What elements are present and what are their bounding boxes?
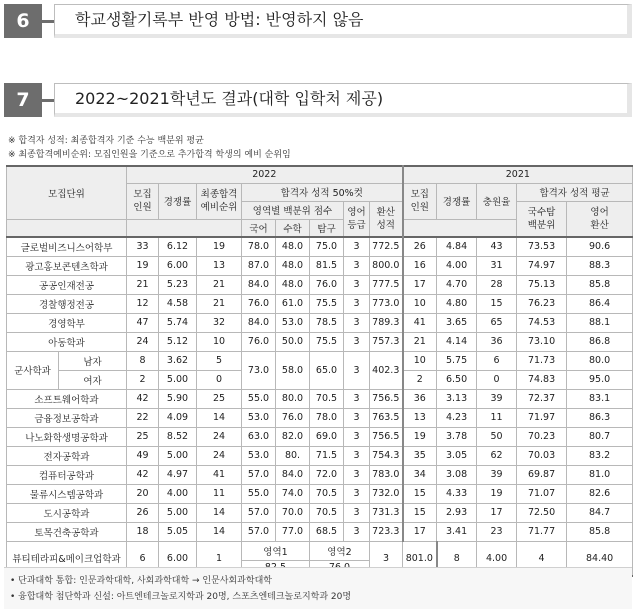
- cell-conv: 763.5: [370, 408, 403, 427]
- cell-area1-label: 영역1: [242, 541, 310, 560]
- note-line: ※ 합격자 성적: 최종합격자 기준 수능 백분위 평균: [8, 136, 204, 146]
- cell-kme21: 72.50: [517, 503, 567, 522]
- cell-explore: 68.5: [310, 522, 344, 541]
- cell-wait: 24: [197, 427, 242, 446]
- cell-kor: 76.0: [242, 332, 276, 351]
- cell-conv: 772.5: [370, 237, 403, 256]
- cell-ratio: 4.97: [159, 465, 197, 484]
- cell-ratio: 5.12: [159, 332, 197, 351]
- cell-wait: 13: [197, 256, 242, 275]
- cell-explore: 76.0: [310, 275, 344, 294]
- cell-fill21: 23: [477, 522, 517, 541]
- cell-eng21: 84.7: [567, 503, 633, 522]
- header-kor: 국어: [242, 219, 276, 237]
- connector-line: [42, 99, 54, 102]
- cell-eng: 3: [344, 484, 370, 503]
- cell-kor: 57.0: [242, 522, 276, 541]
- cell-cap21: 17: [403, 522, 437, 541]
- cell-eng: 3: [344, 446, 370, 465]
- cell-cap: 49: [127, 446, 159, 465]
- section-title: 2022~2021학년도 결과(대학 입학처 제공): [75, 89, 384, 108]
- cell-eng21: 88.1: [567, 313, 633, 332]
- cell-ratio: 6.00: [159, 541, 197, 576]
- cell-kor: 78.0: [242, 237, 276, 256]
- header-dept: 모집단위: [7, 166, 127, 219]
- header-capacity: 모집 인원: [127, 183, 159, 219]
- cell-math: 48.0: [276, 256, 310, 275]
- cell-ratio: 5.00: [159, 370, 197, 389]
- section-title-box: [54, 83, 632, 117]
- cell-cap21: 26: [403, 237, 437, 256]
- cell-math: 84.0: [276, 465, 310, 484]
- cell-ratio: 5.00: [159, 503, 197, 522]
- cell-ratio: 4.09: [159, 408, 197, 427]
- cell-conv: 783.0: [370, 465, 403, 484]
- cell-ratio21: 3.13: [437, 389, 477, 408]
- header-spacer: [127, 219, 242, 237]
- section-title: 학교생활기록부 반영 방법: 반영하지 않음: [75, 10, 364, 29]
- cell-eng21: 85.8: [567, 275, 633, 294]
- table-row: [7, 275, 633, 294]
- table-row: [7, 484, 633, 503]
- cell-kme21: 84.40: [567, 541, 633, 576]
- cell-eng: 3: [344, 332, 370, 351]
- table-row: [7, 522, 633, 541]
- cell-cap: 18: [127, 522, 159, 541]
- cell-kme21: 73.53: [517, 237, 567, 256]
- cell-wait: 5: [197, 351, 242, 370]
- cell-cap21: 15: [403, 484, 437, 503]
- cell-fill21: 62: [477, 446, 517, 465]
- cell-wait: 11: [197, 484, 242, 503]
- table-row: [7, 427, 633, 446]
- header-capacity-2021: 모집 인원: [403, 183, 437, 219]
- cell-eng21: 90.6: [567, 237, 633, 256]
- cell-cap21: 19: [403, 427, 437, 446]
- section-7-header: [4, 83, 632, 117]
- cell-eng21: 88.3: [567, 256, 633, 275]
- cell-dept: 컴퓨터공학과: [7, 465, 127, 484]
- cell-eng21: 83.1: [567, 389, 633, 408]
- cell-eng: 3: [344, 294, 370, 313]
- cell-kme21: 69.87: [517, 465, 567, 484]
- cell-wait: 14: [197, 522, 242, 541]
- cell-wait: 10: [197, 332, 242, 351]
- cell-eng: 3: [344, 351, 370, 389]
- table-row: [7, 465, 633, 484]
- cell-conv: 777.5: [370, 275, 403, 294]
- military-female-label: 여자: [59, 370, 127, 389]
- cell-wait: 19: [197, 237, 242, 256]
- table-row: [7, 446, 633, 465]
- table-row: [7, 256, 633, 275]
- cell-eng21: 95.0: [567, 370, 633, 389]
- cell-eng: 3: [370, 541, 403, 576]
- military-male-label: 남자: [59, 351, 127, 370]
- cell-math: 80.: [276, 446, 310, 465]
- cell-ratio21: 3.41: [437, 522, 477, 541]
- cell-cap: 2: [127, 370, 159, 389]
- cell-explore: 78.0: [310, 408, 344, 427]
- cell-cap21: 16: [403, 256, 437, 275]
- cell-cap21: 17: [403, 275, 437, 294]
- cell-eng: 3: [344, 503, 370, 522]
- cell-cap21: 34: [403, 465, 437, 484]
- header-ratio-2021: 경쟁률: [437, 183, 477, 219]
- cell-kme21: 73.10: [517, 332, 567, 351]
- cell-kor: 76.0: [242, 294, 276, 313]
- cell-kor: 73.0: [242, 351, 276, 389]
- cell-dept: 공공인재전공: [7, 275, 127, 294]
- cell-wait: 32: [197, 313, 242, 332]
- cell-math: 80.0: [276, 389, 310, 408]
- footnote: • 융합대학 첨단학과 신설: 아트엔테크놀로지학과 20명, 스포츠엔테크놀로지학과 20명: [10, 592, 352, 602]
- cell-kme21: 70.23: [517, 427, 567, 446]
- cell-math: 50.0: [276, 332, 310, 351]
- cell-fill21: 31: [477, 256, 517, 275]
- cell-cap21: 15: [403, 503, 437, 522]
- cell-fill21: 50: [477, 427, 517, 446]
- cell-ratio: 3.62: [159, 351, 197, 370]
- cell-kme21: 71.77: [517, 522, 567, 541]
- cell-conv: 402.3: [370, 351, 403, 389]
- cell-dept: 물류시스템공학과: [7, 484, 127, 503]
- cell-conv: 801.0: [403, 541, 437, 576]
- cell-fill21: 65: [477, 313, 517, 332]
- cell-ratio21: 3.08: [437, 465, 477, 484]
- table-row: [7, 294, 633, 313]
- header-waitlist: 최종합격 예비순위: [197, 183, 242, 219]
- cell-eng21: 86.3: [567, 408, 633, 427]
- cell-cap: 19: [127, 256, 159, 275]
- cell-cap: 20: [127, 484, 159, 503]
- cell-explore: 75.5: [310, 294, 344, 313]
- cell-cap21: 35: [403, 446, 437, 465]
- cell-kor: 55.0: [242, 484, 276, 503]
- cell-ratio21: 5.75: [437, 351, 477, 370]
- cell-dept: 경영학부: [7, 313, 127, 332]
- section-6-header: [4, 4, 632, 38]
- cell-conv: 723.3: [370, 522, 403, 541]
- cell-kor: 53.0: [242, 446, 276, 465]
- cell-ratio21: 4.84: [437, 237, 477, 256]
- cell-dept: 광고홍보콘텐츠학과: [7, 256, 127, 275]
- cell-area2-label: 영역2: [310, 541, 370, 560]
- cell-eng21: 86.4: [567, 294, 633, 313]
- cell-eng: 3: [344, 465, 370, 484]
- cell-math: 58.0: [276, 351, 310, 389]
- header-kme-2021: 국수탐 백분위: [517, 201, 567, 237]
- cell-cap21: 36: [403, 389, 437, 408]
- cell-conv: 732.0: [370, 484, 403, 503]
- cell-cap21: 10: [403, 294, 437, 313]
- cell-cap21: 10: [403, 351, 437, 370]
- cell-dept: 글로벌비즈니스어학부: [7, 237, 127, 256]
- cell-kme21: 71.97: [517, 408, 567, 427]
- cell-wait: 1: [197, 541, 242, 576]
- table-row: [7, 237, 633, 256]
- table-row-military-male: [7, 351, 633, 370]
- connector-line: [42, 20, 54, 23]
- cell-kme21: 74.97: [517, 256, 567, 275]
- cell-wait: 24: [197, 446, 242, 465]
- cell-math: 53.0: [276, 313, 310, 332]
- cell-cap: 12: [127, 294, 159, 313]
- cell-kme21: 74.53: [517, 313, 567, 332]
- footnotes: [4, 567, 632, 609]
- cell-cap: 8: [127, 351, 159, 370]
- cell-dept: 경찰행정전공: [7, 294, 127, 313]
- footnote: • 단과대학 통합: 인문과학대학, 사회과학대학 → 인문사회과학대학: [10, 576, 272, 586]
- cell-cap: 42: [127, 389, 159, 408]
- cell-kme21: 71.73: [517, 351, 567, 370]
- cell-dept: 소프트웨어학과: [7, 389, 127, 408]
- cell-kme21: 71.07: [517, 484, 567, 503]
- cell-conv: 756.5: [370, 389, 403, 408]
- cell-fill21: 0: [477, 370, 517, 389]
- cell-fill21: 17: [477, 503, 517, 522]
- cell-kor: 57.0: [242, 465, 276, 484]
- cell-ratio: 5.90: [159, 389, 197, 408]
- cell-eng21: 85.8: [567, 522, 633, 541]
- cell-wait: 0: [197, 370, 242, 389]
- table-row: [7, 408, 633, 427]
- section-number: 6: [4, 4, 42, 38]
- cell-cap: 25: [127, 427, 159, 446]
- cell-conv: 731.3: [370, 503, 403, 522]
- table-row-beauty: [7, 541, 633, 560]
- cell-kor: 63.0: [242, 427, 276, 446]
- cell-kor: 84.0: [242, 313, 276, 332]
- cell-dept: 전자공학과: [7, 446, 127, 465]
- header-spacer: [7, 219, 127, 237]
- cell-eng: 3: [344, 427, 370, 446]
- cell-fill21: 15: [477, 294, 517, 313]
- cell-dept: 금융정보공학과: [7, 408, 127, 427]
- table-row: [7, 389, 633, 408]
- cell-math: 70.0: [276, 503, 310, 522]
- cell-dept: 도시공학과: [7, 503, 127, 522]
- cell-kor: 57.0: [242, 503, 276, 522]
- cell-explore: 72.0: [310, 465, 344, 484]
- header-math: 수학: [276, 219, 310, 237]
- cell-kme21: 72.37: [517, 389, 567, 408]
- military-dept: 군사학과: [7, 351, 59, 389]
- cell-kor: 55.0: [242, 389, 276, 408]
- header-explore: 탐구: [310, 219, 344, 237]
- cell-ratio21: 4.00: [437, 256, 477, 275]
- cell-wait: 14: [197, 503, 242, 522]
- cell-explore: 71.5: [310, 446, 344, 465]
- table-row: [7, 503, 633, 522]
- cell-conv: 756.5: [370, 427, 403, 446]
- cell-explore: 65.0: [310, 351, 344, 389]
- section-title-box: [54, 4, 632, 38]
- cell-cap: 24: [127, 332, 159, 351]
- table-row: [7, 332, 633, 351]
- header-spacer: [403, 219, 517, 237]
- cell-fill21: 4: [517, 541, 567, 576]
- cell-kor: 87.0: [242, 256, 276, 275]
- header-area-pct: 영역별 백분위 점수: [242, 201, 344, 219]
- cell-ratio21: 4.80: [437, 294, 477, 313]
- cell-eng: 3: [344, 237, 370, 256]
- header-year-2021: 2021: [403, 166, 633, 183]
- cell-cap: 42: [127, 465, 159, 484]
- header-score-50: 합격자 성적 50%컷: [242, 183, 403, 201]
- cell-math: 48.0: [276, 275, 310, 294]
- cell-dept: 아동학과: [7, 332, 127, 351]
- cell-explore: 70.5: [310, 389, 344, 408]
- cell-eng21: 80.7: [567, 427, 633, 446]
- cell-ratio: 6.12: [159, 237, 197, 256]
- cell-conv: 757.3: [370, 332, 403, 351]
- header-fill-2021: 충원율: [477, 183, 517, 219]
- cell-cap: 33: [127, 237, 159, 256]
- cell-ratio21: 4.23: [437, 408, 477, 427]
- cell-conv: 754.3: [370, 446, 403, 465]
- results-table: [6, 165, 633, 577]
- cell-eng: 3: [344, 275, 370, 294]
- cell-eng21: 86.8: [567, 332, 633, 351]
- cell-cap: 47: [127, 313, 159, 332]
- cell-ratio21: 4.00: [477, 541, 517, 576]
- cell-wait: 41: [197, 465, 242, 484]
- header-eng-grade: 영어 등급: [344, 201, 370, 237]
- cell-eng: 3: [344, 522, 370, 541]
- cell-conv: 789.3: [370, 313, 403, 332]
- cell-ratio21: 2.93: [437, 503, 477, 522]
- cell-cap21: 21: [403, 332, 437, 351]
- cell-math: 74.0: [276, 484, 310, 503]
- cell-conv: 773.0: [370, 294, 403, 313]
- cell-math: 77.0: [276, 522, 310, 541]
- cell-wait: 21: [197, 275, 242, 294]
- cell-ratio: 5.74: [159, 313, 197, 332]
- cell-fill21: 39: [477, 465, 517, 484]
- cell-fill21: 19: [477, 484, 517, 503]
- section-number: 7: [4, 83, 42, 117]
- cell-kme21: 75.13: [517, 275, 567, 294]
- header-eng-conv-2021: 영어 환산: [567, 201, 633, 237]
- cell-kme21: 74.83: [517, 370, 567, 389]
- cell-kme21: 76.23: [517, 294, 567, 313]
- cell-cap21: 41: [403, 313, 437, 332]
- cell-ratio: 4.00: [159, 484, 197, 503]
- cell-ratio21: 3.78: [437, 427, 477, 446]
- cell-dept: 뷰티테라피&메이크업학과: [7, 541, 127, 576]
- cell-explore: 70.5: [310, 484, 344, 503]
- cell-kor: 84.0: [242, 275, 276, 294]
- cell-ratio21: 4.70: [437, 275, 477, 294]
- header-ratio: 경쟁률: [159, 183, 197, 219]
- cell-fill21: 43: [477, 237, 517, 256]
- cell-eng21: 81.0: [567, 465, 633, 484]
- notes: [8, 134, 291, 162]
- cell-ratio21: 3.05: [437, 446, 477, 465]
- table-row: [7, 313, 633, 332]
- cell-fill21: 11: [477, 408, 517, 427]
- cell-ratio: 8.52: [159, 427, 197, 446]
- cell-math: 61.0: [276, 294, 310, 313]
- cell-ratio21: 3.65: [437, 313, 477, 332]
- cell-eng: 3: [344, 256, 370, 275]
- cell-explore: 69.0: [310, 427, 344, 446]
- cell-cap21: 8: [437, 541, 477, 576]
- cell-math: 48.0: [276, 237, 310, 256]
- cell-eng21: 83.2: [567, 446, 633, 465]
- cell-fill21: 36: [477, 332, 517, 351]
- cell-cap21: 13: [403, 408, 437, 427]
- header-year-2022: 2022: [127, 166, 403, 183]
- cell-explore: 70.5: [310, 503, 344, 522]
- cell-eng: 3: [344, 408, 370, 427]
- cell-wait: 14: [197, 408, 242, 427]
- cell-math: 76.0: [276, 408, 310, 427]
- cell-explore: 78.5: [310, 313, 344, 332]
- cell-dept: 나노화학생명공학과: [7, 427, 127, 446]
- cell-cap: 22: [127, 408, 159, 427]
- cell-fill21: 39: [477, 389, 517, 408]
- cell-kor: 53.0: [242, 408, 276, 427]
- cell-ratio: 5.23: [159, 275, 197, 294]
- cell-conv: 800.0: [370, 256, 403, 275]
- cell-wait: 21: [197, 294, 242, 313]
- cell-explore: 81.5: [310, 256, 344, 275]
- cell-explore: 75.0: [310, 237, 344, 256]
- cell-ratio: 5.05: [159, 522, 197, 541]
- cell-ratio21: 6.50: [437, 370, 477, 389]
- cell-ratio: 4.58: [159, 294, 197, 313]
- header-score-avg-2021: 합격자 성적 평균: [517, 183, 633, 201]
- cell-eng21: 80.0: [567, 351, 633, 370]
- cell-cap21: 2: [403, 370, 437, 389]
- cell-fill21: 6: [477, 351, 517, 370]
- cell-ratio: 6.00: [159, 256, 197, 275]
- cell-eng21: 82.6: [567, 484, 633, 503]
- cell-eng: 3: [344, 313, 370, 332]
- cell-dept: 토목건축공학과: [7, 522, 127, 541]
- cell-ratio: 5.00: [159, 446, 197, 465]
- cell-cap: 26: [127, 503, 159, 522]
- cell-explore: 75.5: [310, 332, 344, 351]
- cell-fill21: 28: [477, 275, 517, 294]
- cell-math: 82.0: [276, 427, 310, 446]
- note-line: ※ 최종합격예비순위: 모집인원을 기준으로 추가합격 학생의 예비 순위임: [8, 150, 291, 160]
- header-conv: 환산 성적: [370, 201, 403, 237]
- cell-eng: 3: [344, 389, 370, 408]
- cell-ratio21: 4.14: [437, 332, 477, 351]
- cell-wait: 25: [197, 389, 242, 408]
- cell-ratio21: 4.33: [437, 484, 477, 503]
- cell-cap: 21: [127, 275, 159, 294]
- cell-cap: 6: [127, 541, 159, 576]
- cell-kme21: 70.03: [517, 446, 567, 465]
